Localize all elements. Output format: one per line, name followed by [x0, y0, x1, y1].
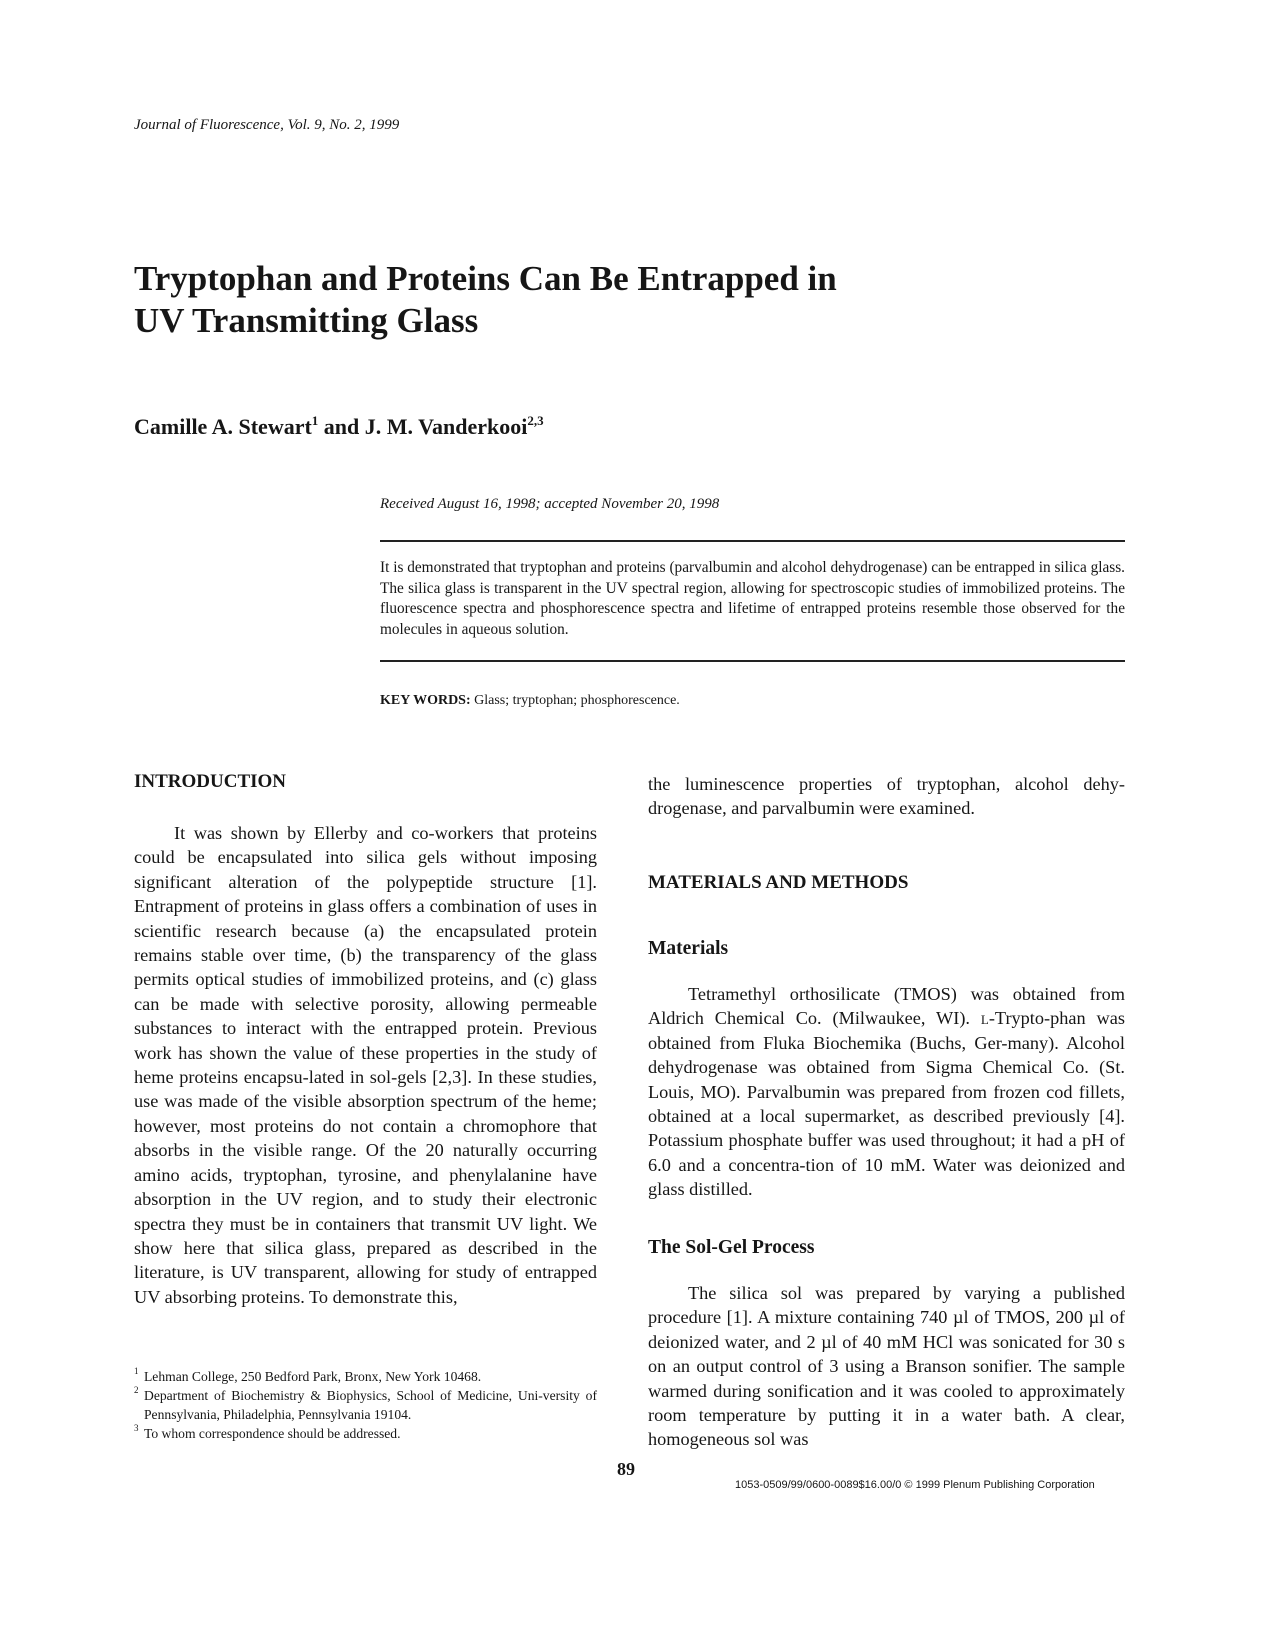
page-number: 89 — [617, 1459, 635, 1479]
journal-header: Journal of Fluorescence, Vol. 9, No. 2, 1999 — [134, 117, 400, 133]
footnote-2: 2 Department of Biochemistry & Biophysics, School of Medicine, Uni-versity of Pennsylvania, Philadelphia, Pennsylvania 19104. — [134, 1385, 597, 1422]
footnote-3-text: To whom correspondence should be addressed. — [144, 1426, 401, 1441]
materials-l-prefix: l — [980, 1008, 989, 1029]
abstract-bottom-rule — [380, 660, 1125, 662]
author-1-affiliation: 1 — [311, 413, 319, 428]
materials-column — [648, 982, 1125, 1202]
footnote-2-text: Department of Biochemistry & Biophysics, School of Medicine, Uni-versity of Pennsylvania, Philadelphia, Pennsylvania 19104. — [144, 1388, 597, 1422]
solgel-heading: The Sol-Gel Process — [648, 1237, 815, 1258]
solgel-column — [648, 1281, 1125, 1452]
author-1: Camille A. Stewart — [134, 414, 312, 439]
materials-text-2: -Trypto-phan was obtained from Fluka Biochemika (Buchs, Ger-many). Alcohol dehydrogenase was obtained from Sigma Chemical Co. (St. Louis, MO). Parvalbumin was prepared from frozen cod fillets, obtained at a local supermarket, as described previously [4]. Potassium phosphate buffer was used throughout; it had a pH of 6.0 and a concentra-tion of 10 mM. Water was deionized and glass distilled. — [648, 1008, 1125, 1200]
abstract: It is demonstrated that tryptophan and proteins (parvalbumin and alcohol dehydrogenase) can be entrapped in silica glass. The silica glass is transparent in the UV spectral region, allowing for spectroscopic studies of immobilized proteins. The fluorescence spectra and phosphorescence spectra and lifetime of entrapped proteins resemble those observed for the molecules in aqueous solution. — [380, 559, 1125, 638]
footnote-1: 1 Lehman College, 250 Bedford Park, Bronx, New York 10468. — [134, 1366, 482, 1384]
introduction-paragraph: It was shown by Ellerby and co-workers that proteins could be encapsulated into silica gels without imposing significant alteration of the polypeptide structure [1]. Entrapment of proteins in glass offers a combination of uses in scientific research because (a) the encapsulated protein remains stable over time, (b) the transparency of the glass permits optical studies of immobilized proteins, and (c) glass can be made with selective porosity, allowing permeable substances to interact with the entrapped protein. Previous work has shown the value of these properties in the study of heme proteins encapsu-lated in sol-gels [2,3]. In these studies, use was made of the visible absorption spectrum of the heme; however, most proteins do not contain a chromophore that absorbs in the visible range. Of the 20 naturally occurring amino acids, tryptophan, tyrosine, and phenylalanine have absorption in the UV region, and to study their electronic spectra they must be in containers that transmit UV light. We show here that silica glass, prepared as described in the literature, is UV transparent, allowing for study of entrapped UV absorbing proteins. To demonstrate this, — [134, 823, 597, 1307]
keywords — [380, 693, 680, 709]
footnote-3: 3 To whom correspondence should be addressed. — [134, 1423, 401, 1441]
title-line-2: UV Transmitting Glass — [134, 301, 479, 340]
keywords-text: Glass; tryptophan; phosphorescence. — [470, 693, 680, 708]
author-conjunction: and — [318, 414, 365, 439]
author-list — [134, 414, 544, 440]
paper-title — [134, 258, 1134, 342]
introduction-heading: INTRODUCTION — [134, 771, 287, 792]
materials-text-1: Tetramethyl orthosilicate (TMOS) was obtained from Aldrich Chemical Co. (Milwaukee, WI). — [648, 984, 1125, 1029]
keywords-label: KEY WORDS: — [380, 693, 471, 708]
introduction-column — [134, 821, 597, 1309]
footnote-1-text: Lehman College, 250 Bedford Park, Bronx, New York 10468. — [144, 1369, 482, 1384]
materials-heading: Materials — [648, 938, 729, 959]
copyright-line: 1053-0509/99/0600-0089$16.00/0 © 1999 Plenum Publishing Corporation — [735, 1479, 1095, 1491]
abstract-top-rule — [380, 540, 1125, 542]
materials-paragraph — [648, 982, 1125, 1202]
introduction-continuation: the luminescence properties of tryptophan, alcohol dehy-drogenase, and parvalbumin were examined. — [648, 774, 1125, 819]
received-dates: Received August 16, 1998; accepted November 20, 1998 — [380, 496, 720, 512]
methods-heading: MATERIALS AND METHODS — [648, 872, 909, 893]
title-line-1: Tryptophan and Proteins Can Be Entrapped in — [134, 259, 837, 298]
author-2-affiliation: 2,3 — [527, 413, 544, 428]
author-2: J. M. Vanderkooi — [364, 414, 528, 439]
solgel-paragraph: The silica sol was prepared by varying a published procedure [1]. A mixture containing 740 µl of TMOS, 200 µl of deionized water, and 2 µl of 40 mM HCl was sonicated for 30 s on an output control of 3 using a Branson sonifier. The sample warmed during sonification and it was cooled to approximately room temperature by putting it in a water bath. A clear, homogeneous sol was — [648, 1283, 1125, 1450]
footnotes — [134, 1367, 597, 1443]
